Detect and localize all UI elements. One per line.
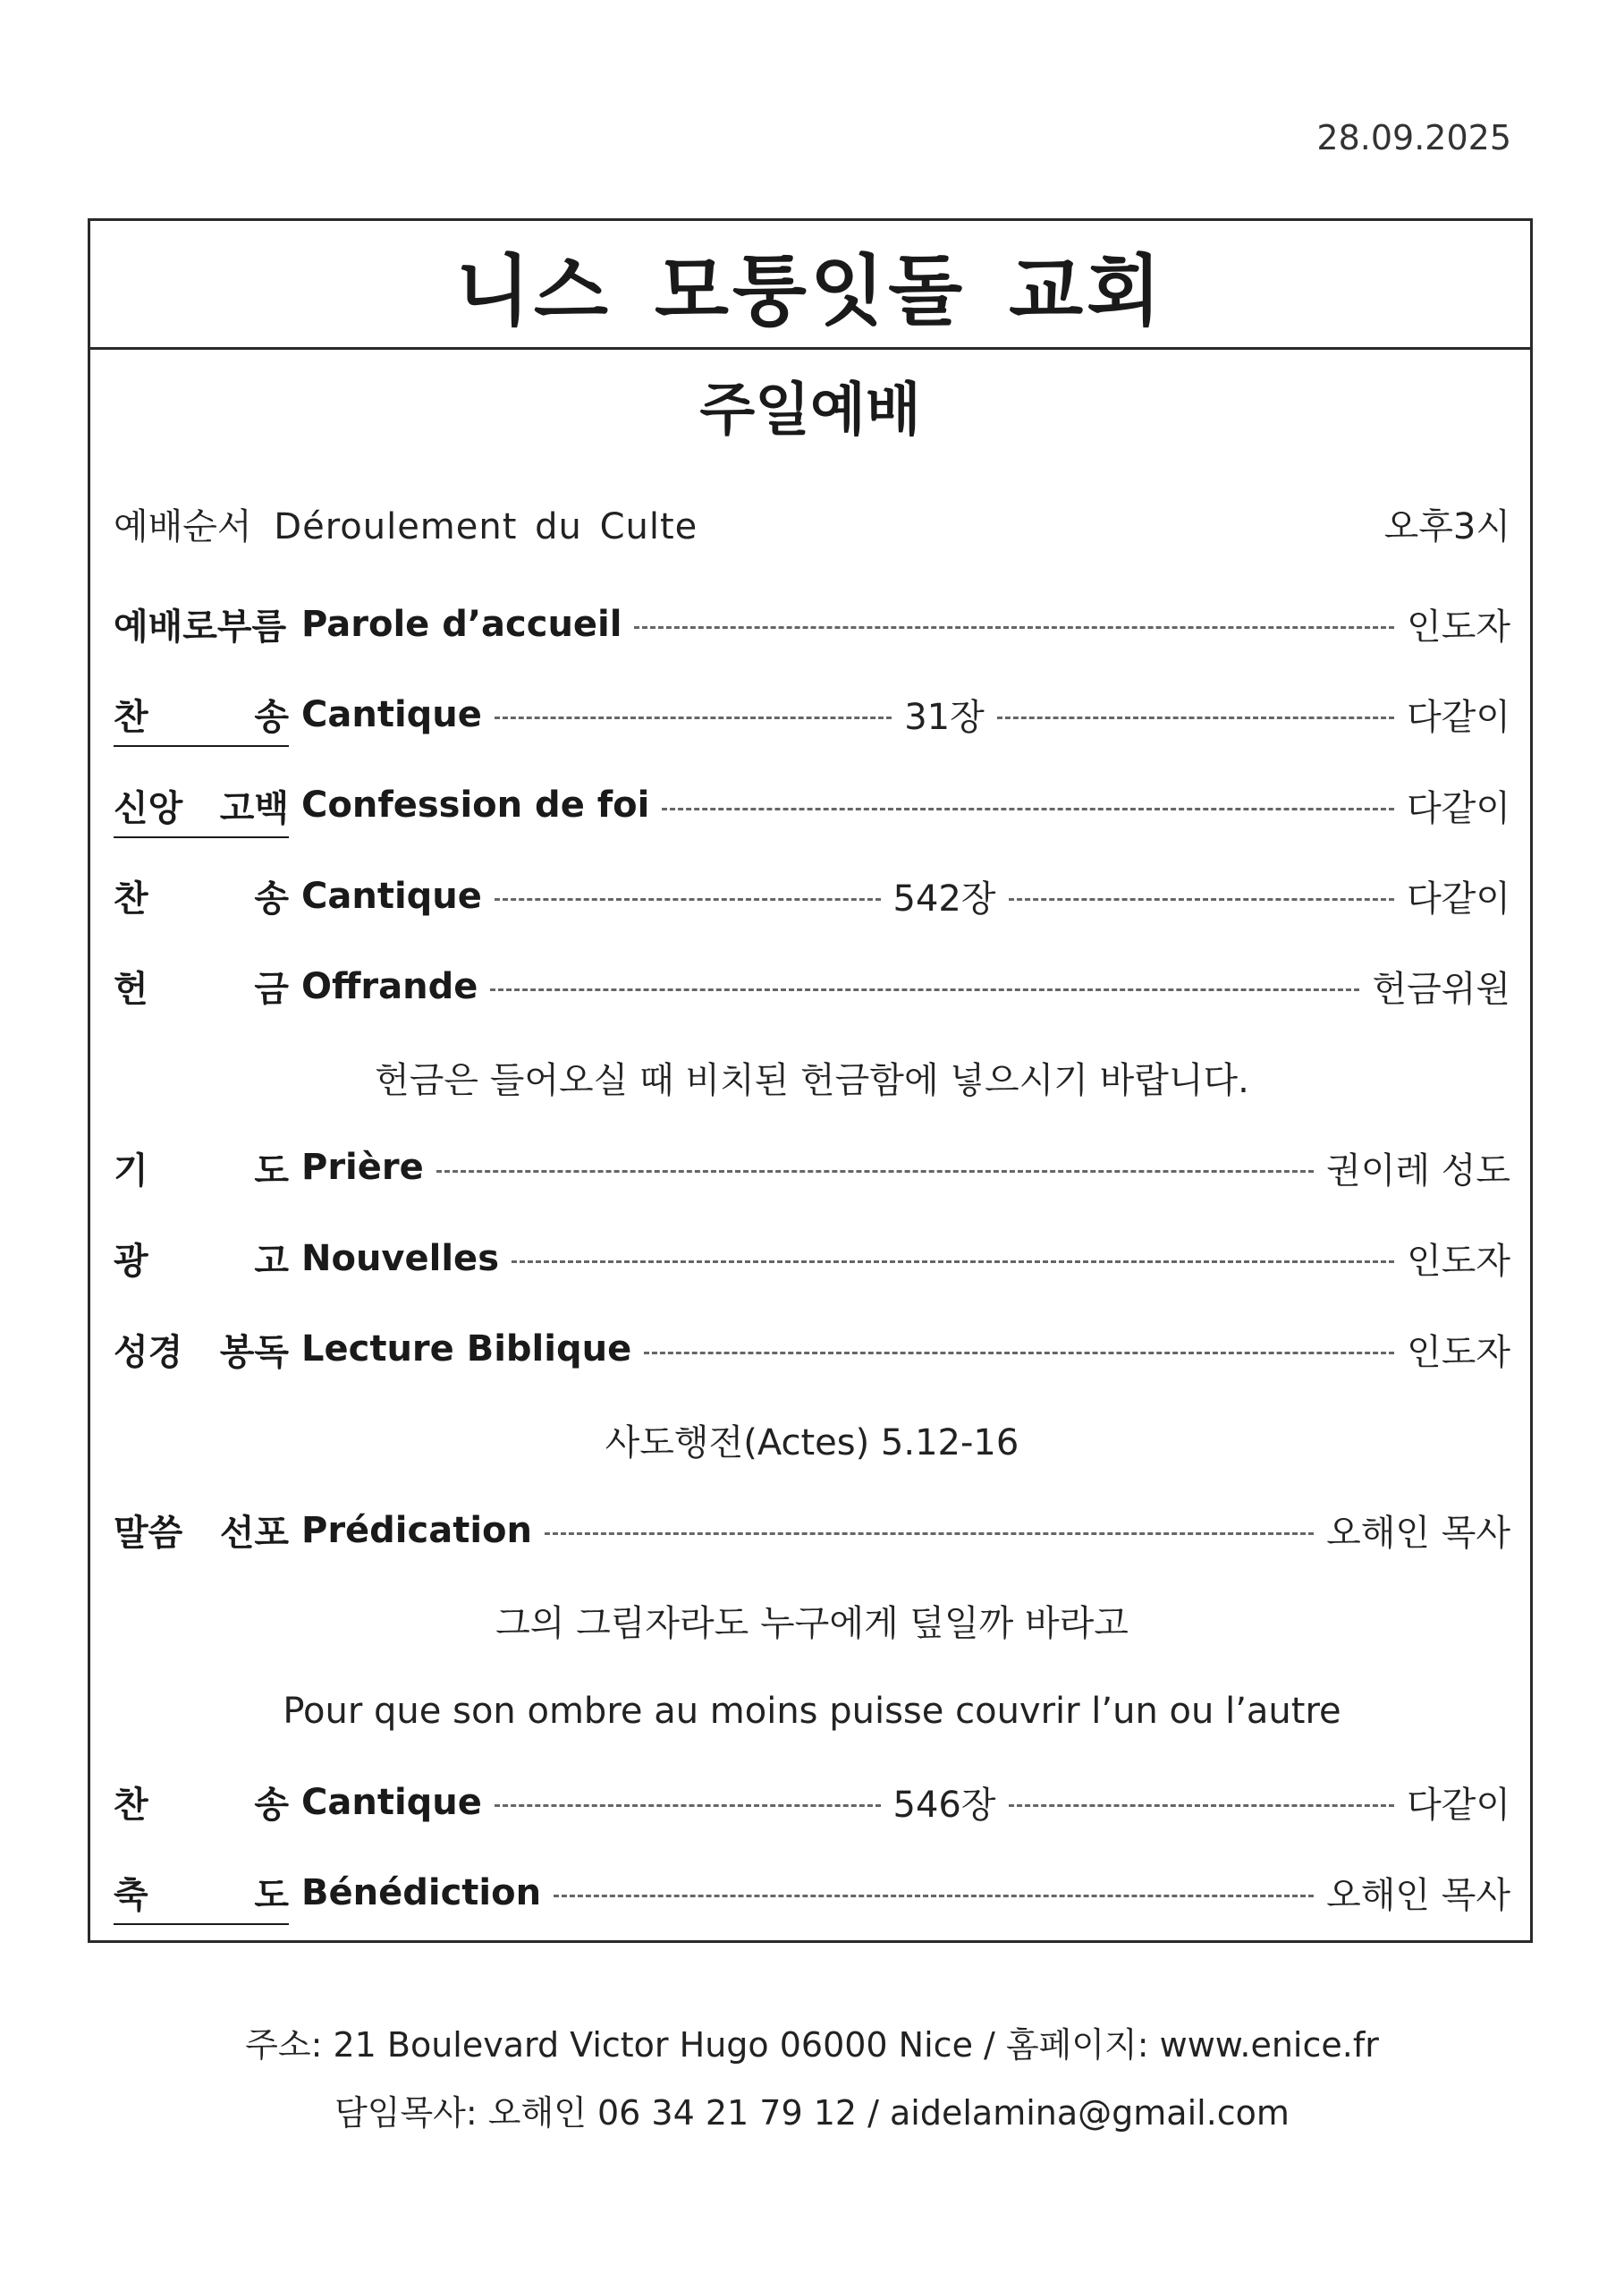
order-label-ko: 예배순서	[114, 506, 252, 547]
order-item	[114, 1485, 1510, 1575]
leader-dots	[644, 1352, 1394, 1354]
order-item-leader: 다같이	[1407, 787, 1510, 829]
order-item-ko: 헌 금	[114, 969, 289, 1011]
order-item-ko: 예배로부름	[114, 606, 287, 649]
hymn-number: 546장	[892, 1785, 996, 1826]
order-item-ko: 축 도	[114, 1867, 289, 1918]
order-item-leader: 다같이	[1407, 878, 1511, 920]
order-item	[114, 851, 1510, 941]
hymn-number: 31장	[904, 697, 985, 739]
leader-dots	[1009, 1804, 1395, 1807]
leader-dots	[634, 626, 1394, 629]
order-item-ko: 기 도	[114, 1149, 289, 1192]
leader-dots	[545, 1532, 1314, 1535]
leader-dots	[662, 808, 1394, 810]
order-item-fr: Offrande	[301, 965, 478, 1007]
footer-pastor: 담임목사: 오해인 06 34 21 79 12 / aidelamina@gmail.com	[334, 2093, 1290, 2133]
leader-dots	[495, 898, 881, 901]
order-item-ko: 성경 봉독	[114, 1331, 289, 1373]
order-item-leader: 오해인 목사	[1326, 1875, 1510, 1917]
order-item-fr: Confession de foi	[301, 785, 650, 827]
order-item-ko: 말씀 선포	[114, 1513, 289, 1555]
leader-dots	[997, 717, 1394, 719]
order-item-leader: 인도자	[1407, 1331, 1510, 1373]
order-item-fr: Lecture Biblique	[301, 1328, 632, 1370]
order-item-fr: Prière	[301, 1147, 424, 1189]
footer-address: 주소: 21 Boulevard Victor Hugo 06000 Nice / 홈페이지: www.enice.fr	[245, 2025, 1379, 2065]
order-item-fr: Parole d’accueil	[301, 603, 622, 645]
hymn-number: 542장	[892, 878, 996, 920]
order-item-fr: Prédication	[301, 1509, 533, 1551]
order-item-ko: 찬 송	[114, 689, 289, 740]
order-item-fr: Nouvelles	[301, 1237, 499, 1279]
order-item-leader: 권이레 성도	[1326, 1149, 1510, 1192]
order-header	[114, 498, 1510, 549]
order-item-fr: Cantique	[301, 875, 482, 917]
order-item	[114, 1847, 1510, 1938]
order-item-ko: 찬 송	[114, 1785, 289, 1826]
order-item-fr: Cantique	[301, 1781, 482, 1823]
church-name: 니스 모퉁잇돌 교회	[455, 246, 1165, 336]
order-note: 그의 그림자라도 누구에게 덮일까 바라고	[495, 1603, 1129, 1645]
order-item	[114, 579, 1510, 669]
title-bar	[90, 221, 1530, 350]
order-item	[114, 760, 1510, 851]
order-item	[114, 669, 1510, 759]
order-item-leader: 오해인 목사	[1326, 1513, 1510, 1555]
leader-dots	[490, 988, 1359, 991]
order-item	[114, 1303, 1510, 1394]
leader-dots	[512, 1260, 1394, 1263]
leader-dots	[554, 1895, 1314, 1897]
order-item	[114, 1123, 1510, 1213]
order-item	[114, 1757, 1510, 1847]
bulletin-date: 28.09.2025	[1316, 118, 1511, 157]
order-item-fr: Cantique	[301, 693, 482, 735]
order-note: 사도행전(Actes) 5.12-16	[605, 1421, 1019, 1463]
leader-dots	[1009, 898, 1395, 901]
order-item-ko: 광 고	[114, 1241, 289, 1283]
order-item-leader: 인도자	[1407, 1241, 1510, 1283]
service-time: 오후3시	[1383, 506, 1510, 547]
order-item	[114, 1213, 1510, 1303]
order-item-leader: 다같이	[1407, 1785, 1511, 1826]
service-title: 주일예배	[699, 377, 921, 444]
order-label-fr: Déroulement du Culte	[274, 506, 698, 547]
leader-dots	[495, 717, 892, 719]
order-item-leader: 인도자	[1407, 606, 1510, 649]
order-item-leader: 다같이	[1407, 697, 1510, 739]
footer	[0, 2011, 1624, 2147]
order-item-ko: 찬 송	[114, 878, 289, 920]
order-note: Pour que son ombre au moins puisse couvrir l’un ou l’autre	[283, 1691, 1341, 1733]
order-item	[114, 941, 1510, 1031]
bulletin-frame	[88, 218, 1533, 1943]
order-item-fr: Bénédiction	[301, 1871, 542, 1913]
order-item-ko: 신앙 고백	[114, 780, 289, 831]
order-note: 헌금은 들어오실 때 비치된 헌금함에 넣으시기 바랍니다.	[375, 1059, 1249, 1101]
order-list	[114, 579, 1510, 1938]
leader-dots	[436, 1170, 1314, 1173]
order-item-leader: 헌금위원	[1372, 969, 1510, 1011]
leader-dots	[495, 1804, 881, 1807]
